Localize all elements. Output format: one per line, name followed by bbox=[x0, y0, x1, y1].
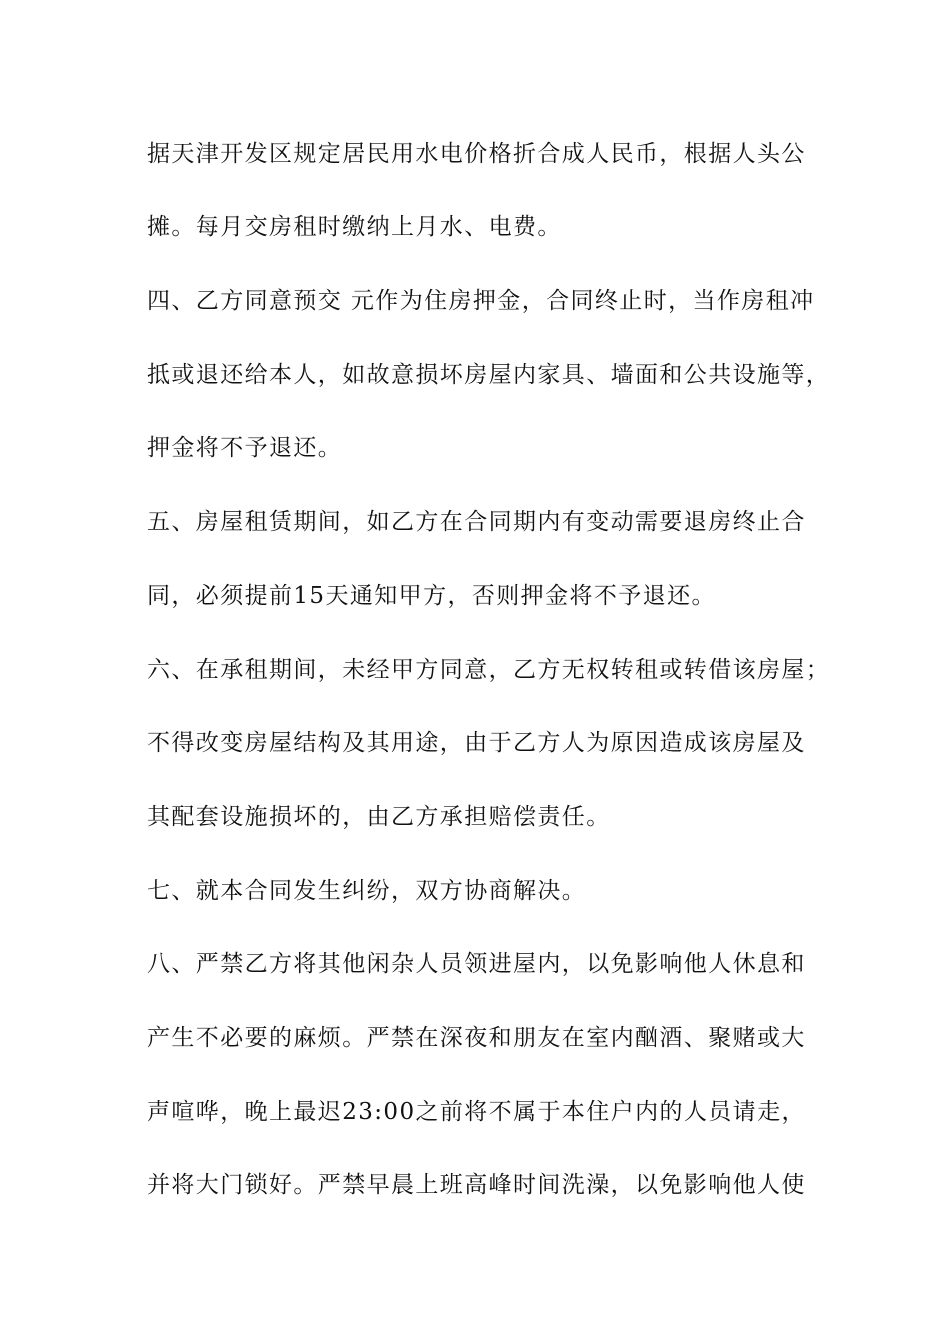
text-line: 并将大门锁好。严禁早晨上班高峰时间洗澡，以免影响他人使 bbox=[147, 1172, 806, 1198]
text-line: 抵或退还给本人，如故意损坏房屋内家具、墙面和公共设施等， bbox=[147, 362, 831, 388]
text-line: 声喧哗，晚上最迟23:00之前将不属于本住户内的人员请走， bbox=[147, 1099, 806, 1125]
text-line: 产生不必要的麻烦。严禁在深夜和朋友在室内酗酒、聚赌或大 bbox=[147, 1025, 806, 1051]
text-line: 据天津开发区规定居民用水电价格折合成人民币，根据人头公 bbox=[147, 141, 806, 167]
text-line: 摊。每月交房租时缴纳上月水、电费。 bbox=[147, 214, 562, 240]
text-line: 六、在承租期间，未经甲方同意，乙方无权转租或转借该房屋； bbox=[147, 657, 831, 683]
text-line: 不得改变房屋结构及其用途，由于乙方人为原因造成该房屋及 bbox=[147, 730, 806, 756]
text-line: 其配套设施损坏的，由乙方承担赔偿责任。 bbox=[147, 804, 611, 830]
text-line: 同，必须提前15天通知甲方，否则押金将不予退还。 bbox=[147, 583, 716, 609]
text-line: 四、乙方同意预交 元作为住房押金，合同终止时，当作房租冲 bbox=[147, 288, 815, 314]
text-line: 五、房屋租赁期间，如乙方在合同期内有变动需要退房终止合 bbox=[147, 509, 806, 535]
text-line: 八、严禁乙方将其他闲杂人员领进屋内，以免影响他人休息和 bbox=[147, 951, 806, 977]
text-line: 七、就本合同发生纠纷，双方协商解决。 bbox=[147, 878, 587, 904]
text-line: 押金将不予退还。 bbox=[147, 435, 343, 461]
